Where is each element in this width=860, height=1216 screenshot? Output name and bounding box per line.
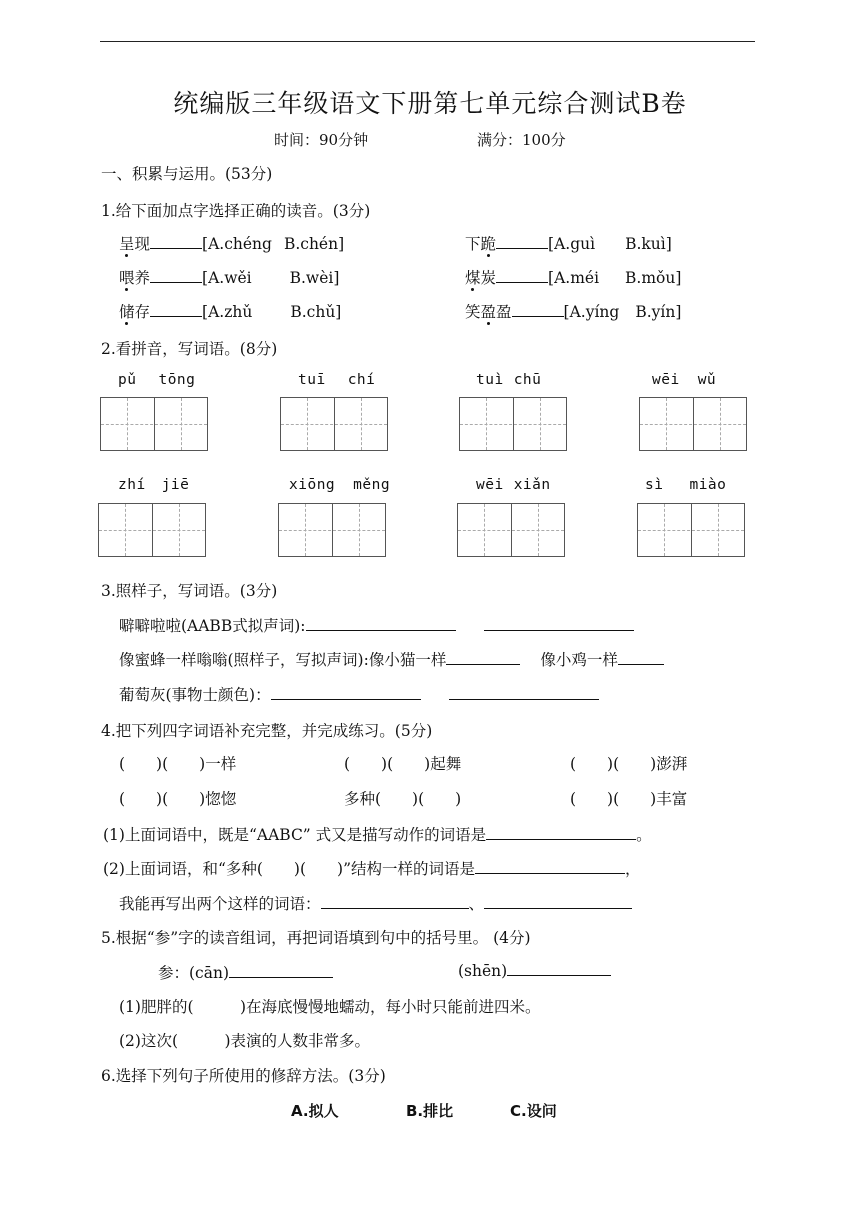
answer-blank[interactable] xyxy=(271,685,421,700)
answer-blank[interactable] xyxy=(306,616,456,631)
answer-blank[interactable] xyxy=(512,302,564,317)
idiom-fill[interactable]: 多种( )( ) xyxy=(344,790,462,808)
pinyin-label: wēi wǔ xyxy=(652,372,717,388)
answer-blank[interactable] xyxy=(229,963,333,978)
answer-blank[interactable] xyxy=(496,234,548,249)
pinyin-label: pǔ tōng xyxy=(118,372,196,388)
answer-blank[interactable] xyxy=(321,894,469,909)
q4-subquestion-1: (1)上面词语中，既是“AABC” 式又是描写动作的词语是 。 xyxy=(103,826,652,844)
q5-word-can: 参：(cān) xyxy=(158,961,333,983)
idiom-fill[interactable]: ( )( )惚惚 xyxy=(119,790,237,808)
answer-blank[interactable] xyxy=(496,268,548,283)
question-5-heading: 5.根据“参”字的读音组词，再把词语填到句中的括号里。 (4分) xyxy=(101,929,531,947)
writing-grid[interactable] xyxy=(457,503,565,557)
q1-item: 呈现 [A.chéng B.chén] xyxy=(119,235,345,253)
pinyin-label: zhí jiē xyxy=(118,477,190,493)
answer-blank[interactable] xyxy=(150,302,202,317)
q1-item: 喂养 [A.wěi B.wèi] xyxy=(119,269,340,287)
rhetoric-option-b: B.排比 xyxy=(406,1102,454,1120)
answer-blank[interactable] xyxy=(484,894,632,909)
question-6-heading: 6.选择下列句子所使用的修辞方法。(3分) xyxy=(101,1067,386,1085)
idiom-fill[interactable]: ( )( )起舞 xyxy=(344,755,462,773)
answer-blank[interactable] xyxy=(446,650,520,665)
top-rule xyxy=(100,41,755,42)
answer-blank[interactable] xyxy=(618,650,664,665)
answer-blank[interactable] xyxy=(150,268,202,283)
page-title: 统编版三年级语文下册第七单元综合测试B卷 xyxy=(173,89,687,118)
q5-sentence-1: (1)肥胖的( )在海底慢慢地蠕动，每小时只能前进四米。 xyxy=(119,998,541,1016)
q1-item: 煤炭 [A.méi B.mǒu] xyxy=(465,269,682,287)
section-heading: 一、积累与运用。(53分) xyxy=(101,165,273,183)
idiom-fill[interactable]: ( )( )澎湃 xyxy=(570,755,688,773)
pinyin-label: sì miào xyxy=(645,477,727,493)
idiom-fill[interactable]: ( )( )丰富 xyxy=(570,790,688,808)
q4-subquestion-2: (2)上面词语，和“多种( )( )”结构一样的词语是 ， xyxy=(103,860,641,878)
pinyin-label: tuì chū xyxy=(476,372,542,388)
question-3-heading: 3.照样子，写词语。(3分) xyxy=(101,582,278,600)
pinyin-label: wēi xiǎn xyxy=(476,477,551,493)
q3-line-1: 噼噼啦啦(AABB式拟声词): xyxy=(119,614,634,636)
exam-time: 时间：90分钟 xyxy=(274,131,369,149)
exam-score: 满分：100分 xyxy=(477,131,566,149)
answer-blank[interactable] xyxy=(484,616,634,631)
pinyin-label: tuī chí xyxy=(298,372,376,388)
question-4-heading: 4.把下列四字词语补充完整，并完成练习。(5分) xyxy=(101,722,433,740)
writing-grid[interactable] xyxy=(459,397,567,451)
writing-grid[interactable] xyxy=(639,397,747,451)
q1-item: 储存 [A.zhǔ B.chǔ] xyxy=(119,303,342,321)
rhetoric-option-c: C.设问 xyxy=(510,1102,557,1120)
pinyin-label: xiōng měng xyxy=(289,477,391,493)
answer-blank[interactable] xyxy=(507,961,611,976)
q3-line-2: 像蜜蜂一样嗡嗡(照样子，写拟声词):像小猫一样 像小鸡一样 xyxy=(119,648,664,670)
answer-blank[interactable] xyxy=(486,825,636,840)
q1-item: 下跪 [A.guì B.kuì] xyxy=(465,235,672,253)
writing-grid[interactable] xyxy=(280,397,388,451)
writing-grid[interactable] xyxy=(637,503,745,557)
question-1-heading: 1.给下面加点字选择正确的读音。(3分) xyxy=(101,202,371,220)
rhetoric-option-a: A.拟人 xyxy=(291,1102,339,1120)
q5-word-shen: (shēn) xyxy=(458,961,611,980)
answer-blank[interactable] xyxy=(449,685,599,700)
answer-blank[interactable] xyxy=(150,234,202,249)
q1-item: 笑盈盈 [A.yíng B.yín] xyxy=(465,303,682,321)
q4-subquestion-2b: 我能再写出两个这样的词语： 、 xyxy=(119,892,632,914)
question-2-heading: 2.看拼音，写词语。(8分) xyxy=(101,340,278,358)
writing-grid[interactable] xyxy=(278,503,386,557)
q3-line-3: 葡萄灰(事物士颜色)： xyxy=(119,683,599,705)
idiom-fill[interactable]: ( )( )一样 xyxy=(119,755,237,773)
answer-blank[interactable] xyxy=(475,859,625,874)
q5-sentence-2: (2)这次( )表演的人数非常多。 xyxy=(119,1032,371,1050)
writing-grid[interactable] xyxy=(100,397,208,451)
writing-grid[interactable] xyxy=(98,503,206,557)
